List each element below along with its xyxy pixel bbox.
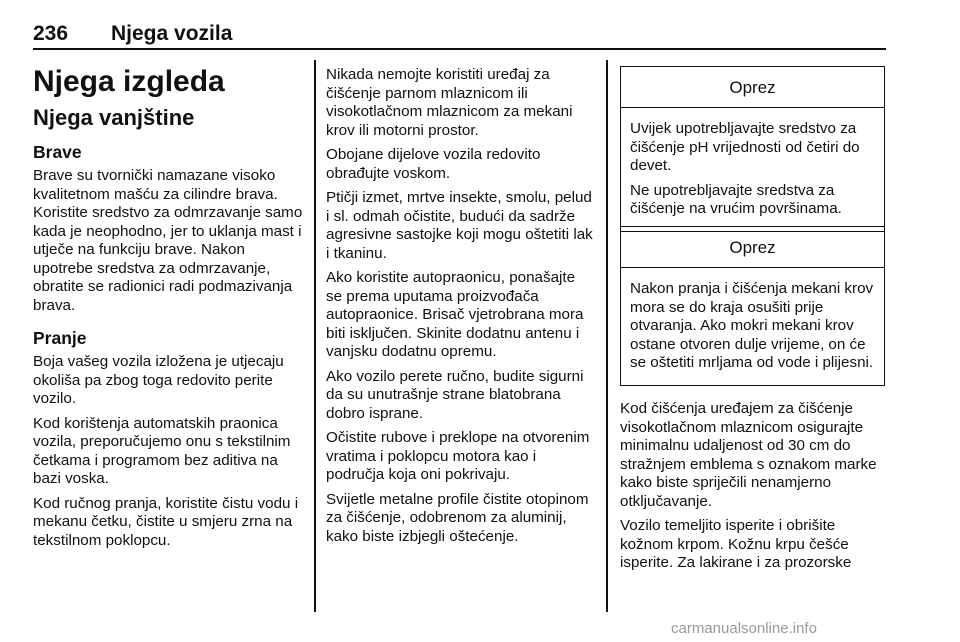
caution-body [621, 268, 884, 385]
column-3-text [620, 400, 888, 579]
subsection-heading: Njega vanjštine [33, 105, 195, 130]
column-divider-2 [606, 60, 608, 612]
caution-text: Ne upotrebljavajte sredstva za čišćenje na vrućim površinama. [630, 181, 842, 217]
locks-heading: Brave [33, 142, 82, 162]
paragraph: Svijetle metalne profile čistite otopinom za čišćenje, odobrenom za aluminij, kako biste izbjegli oštećenje. [326, 490, 589, 545]
caution-title: Oprez [621, 67, 884, 108]
locks-paragraph: Brave su tvornički namazane visoko kvalitetnom mašću za cilindre brava. Koristite sredstvo za odmrzavanje samo kada je neophodno, jer to uklanja mast i utječe na funkciju brave. Nakon upotrebe sredstva za odmrzavanje, obratite se radionici radi podmazivanja brava. [33, 167, 303, 314]
washing-paragraph-1: Boja vašeg vozila izložena je utjecaju okoliša pa zbog toga redovito perite vozilo. [33, 353, 284, 407]
washing-heading: Pranje [33, 328, 87, 348]
paragraph: Obojane dijelove vozila redovito obrađujte voskom. [326, 146, 541, 182]
caution-box-2 [620, 226, 885, 386]
section-heading: Njega izgleda [33, 65, 225, 98]
page-number: 236 [33, 22, 69, 45]
caution-text: Nakon pranja i čišćenja mekani krov mora se do kraja osušiti prije otvaranja. Ako mokri mekani krov ostane otvoren dulje vrijeme, on će se oštetiti mrljama od vode i plijesni. [630, 280, 874, 371]
caution-box-1 [620, 66, 885, 232]
caution-title: Oprez [621, 227, 884, 268]
paragraph: Ptičji izmet, mrtve insekte, smolu, pelud i sl. odmah očistite, budući da sadrže agresivne sastojke koji mogu oštetiti lak i tkaninu. [326, 189, 593, 262]
paragraph: Vozilo temeljito isperite i obrišite kožnom krpom. Kožnu krpu češće isperite. Za lakirane i za prozorske [620, 517, 852, 571]
washing-paragraph-3: Kod ručnog pranja, koristite čistu vodu i mekanu četku, čistite u smjeru zrna na tekstilnom poklopcu. [33, 494, 299, 549]
paragraph: Kod čišćenja uređajem za čišćenje visokotlačnom mlaznicom osigurajte minimalnu udaljenost od 30 cm do stražnjem emblema s oznakom marke kako biste spriječili nenamjerno otključavanje. [620, 400, 877, 510]
watermark: carmanualsonline.info [671, 620, 817, 637]
paragraph: Očistite rubove i preklope na otvorenim vratima i poklopcu motora kao i područja koja oni pokrivaju. [326, 429, 590, 483]
running-title: Njega vozila [111, 22, 233, 45]
paragraph: Ako koristite autopraonicu, ponašajte se prema uputama proizvođača autopraonice. Brisač vjetrobrana mora biti isključen. Skinite dodatnu antenu i vanjsku dodatnu opremu. [326, 269, 584, 360]
caution-body [621, 108, 884, 231]
caution-text: Uvijek upotrebljavajte sredstvo za čišćenje pH vrijednosti od četiri do devet. [630, 120, 860, 174]
column-divider-1 [314, 60, 316, 612]
paragraph: Ako vozilo perete ručno, budite sigurni da su unutrašnje strane blatobrana dobro isprane. [326, 367, 584, 422]
paragraph: Nikada nemojte koristiti uređaj za čišćenje parnom mlaznicom ili visokotlačnom mlaznicom za mekani krov ili motorni prostor. [326, 66, 573, 139]
washing-paragraph-2: Kod korištenja automatskih praonica vozila, preporučujemo onu s tekstilnim četkama i programom bez aditiva na bazi voska. [33, 414, 291, 487]
column-1 [33, 50, 305, 556]
column-2 [326, 66, 594, 552]
